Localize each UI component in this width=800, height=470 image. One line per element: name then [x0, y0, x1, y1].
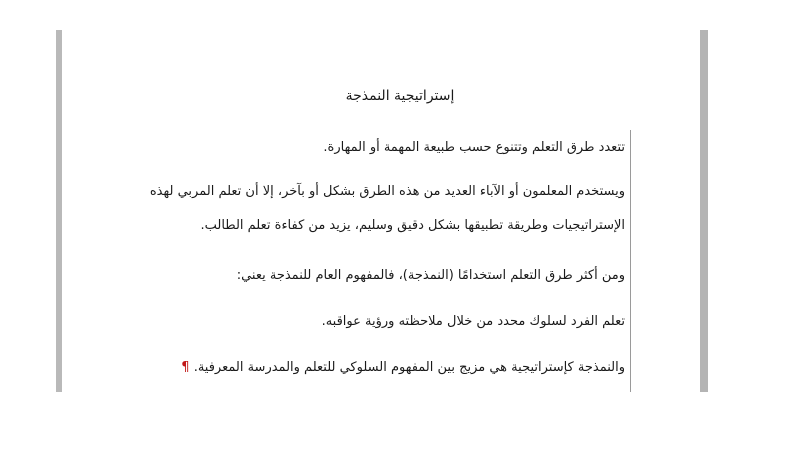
paragraph-mark-icon: ¶: [181, 360, 190, 375]
document-title: إستراتيجية النمذجة: [345, 88, 455, 104]
right-margin-guide: [630, 130, 631, 392]
document-page[interactable]: [62, 30, 700, 392]
paragraph-5-text: تعلم الفرد لسلوك محدد من خلال ملاحظته ورؤية عواقبه.: [321, 314, 625, 329]
paragraph-2-line-1[interactable]: [150, 184, 625, 199]
paragraph-3-text: الإستراتيجيات وطريقة تطبيقها بشكل دقيق وسليم، يزيد من كفاءة تعلم الطالب.: [200, 218, 625, 233]
paragraph-4-text: ومن أكثر طرق التعلم استخدامًا (النمذجة)، فالمفهوم العام للنمذجة يعني:: [236, 268, 625, 283]
paragraph-3[interactable]: [237, 268, 625, 283]
paragraph-6-text: والنمذجة كإستراتيجية هي مزيج بين المفهوم السلوكي للتعلم والمدرسة المعرفية.: [193, 360, 625, 375]
paragraph-2-line-2[interactable]: [200, 218, 625, 233]
paragraph-1-text: تتعدد طرق التعلم وتتنوع حسب طبيعة المهمة أو المهارة.: [323, 140, 625, 155]
paragraph-4[interactable]: [322, 314, 625, 329]
paragraph-5[interactable]: [181, 360, 625, 375]
paragraph-2-text: ويستخدم المعلمون أو الآباء العديد من هذه الطرق بشكل أو بآخر، إلا أن تعلم المربي لهذه: [149, 184, 625, 199]
paragraph-1[interactable]: [323, 140, 625, 155]
vertical-scrollbar[interactable]: [700, 30, 708, 392]
